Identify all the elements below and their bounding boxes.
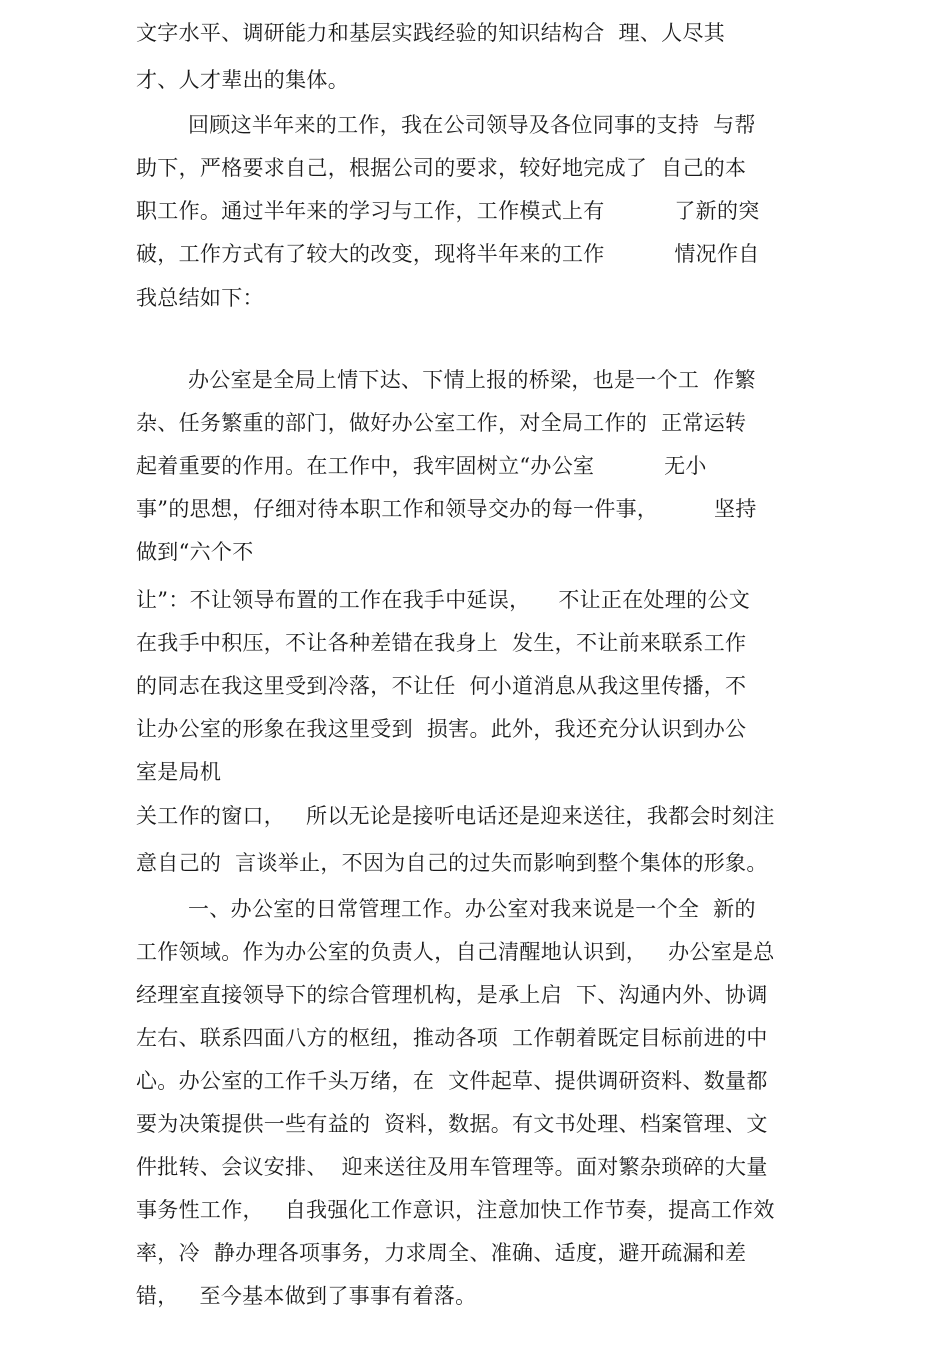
text-line: 错， 至今基本做到了事事有着落。 <box>136 1284 477 1308</box>
text-line: 一、办公室的日常管理工作。办公室对我来说是一个全 新的 <box>188 897 756 921</box>
text-line: 事”的思想，仔细对待本职工作和领导交办的每一件事， 坚持 <box>136 497 757 521</box>
text-line: 关工作的窗口， 所以无论是接听电话还是迎来送往，我都会时刻注 <box>136 804 775 828</box>
text-line: 心。办公室的工作千头万绪，在 文件起草、提供调研资料、数量都 <box>136 1069 768 1093</box>
text-line: 意自己的 言谈举止，不因为自己的过失而影响到整个集体的形象。 <box>136 851 768 875</box>
text-line: 率，冷 静办理各项事务，力求周全、准确、适度，避开疏漏和差 <box>136 1241 747 1265</box>
text-line: 助下，严格要求自己，根据公司的要求，较好地完成了 自己的本 <box>136 156 747 180</box>
text-line: 要为决策提供一些有益的 资料，数据。有文书处理、档案管理、文 <box>136 1112 768 1136</box>
text-line: 工作领域。作为办公室的负责人，自己清醒地认识到， 办公室是总 <box>136 940 775 964</box>
text-line: 件批转、会议安排、 迎来送往及用车管理等。面对繁杂琐碎的大量 <box>136 1155 768 1179</box>
text-line: 起着重要的作用。在工作中，我牢固树立“办公室 无小 <box>136 454 707 478</box>
text-line: 破，工作方式有了较大的改变，现将半年来的工作 情况作自 <box>136 242 760 266</box>
text-line: 左右、联系四面八方的枢纽，推动各项 工作朝着既定目标前进的中 <box>136 1026 768 1050</box>
text-line: 经理室直接领导下的综合管理机构，是承上启 下、沟通内外、协调 <box>136 983 768 1007</box>
text-line: 事务性工作， 自我强化工作意识，注意加快工作节奏，提高工作效 <box>136 1198 775 1222</box>
text-line: 杂、任务繁重的部门，做好办公室工作，对全局工作的 正常运转 <box>136 411 747 435</box>
text-line: 文字水平、调研能力和基层实践经验的知识结构合 理、人尽其 <box>136 21 726 45</box>
text-line: 让”：不让领导布置的工作在我手中延误， 不让正在处理的公文 <box>136 588 751 612</box>
text-line: 回顾这半年来的工作，我在公司领导及各位同事的支持 与帮 <box>188 113 756 137</box>
text-line: 让办公室的形象在我这里受到 损害。此外，我还充分认识到办公 <box>136 717 747 741</box>
text-line: 我总结如下： <box>136 286 264 310</box>
text-line: 办公室是全局上情下达、下情上报的桥梁，也是一个工 作繁 <box>188 368 756 392</box>
text-line: 室是局机 <box>136 760 222 784</box>
text-line: 在我手中积压，不让各种差错在我身上 发生，不让前来联系工作 <box>136 631 747 655</box>
text-line: 职工作。通过半年来的学习与工作，工作模式上有 了新的突 <box>136 199 760 223</box>
text-line: 才、人才辈出的集体。 <box>136 68 349 92</box>
text-line: 做到“六个不 <box>136 540 254 564</box>
text-line: 的同志在我这里受到冷落，不让任 何小道消息从我这里传播，不 <box>136 674 747 698</box>
